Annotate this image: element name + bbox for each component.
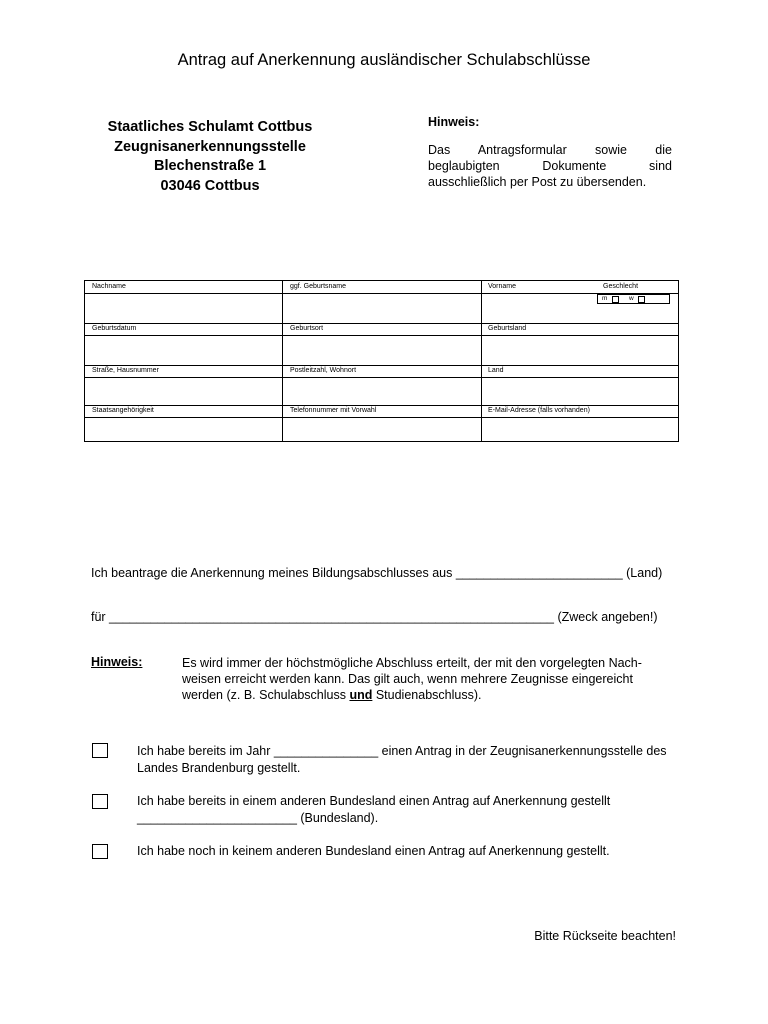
label-telefon: Telefonnummer mit Vorwahl xyxy=(290,407,377,414)
authority-address xyxy=(80,118,340,196)
sex-m-checkbox[interactable] xyxy=(612,296,619,303)
hinweis-text-line-1: Es wird immer der höchstmögliche Abschluss erteilt, der mit den vorgelegten Nach- xyxy=(182,656,642,670)
option-2-text xyxy=(137,793,682,827)
hinweis-emphasis: und xyxy=(349,688,373,702)
footer-note: Bitte Rückseite beachten! xyxy=(534,929,676,943)
label-nachname: Nachname xyxy=(92,283,126,290)
hinweis-label: Hinweis: xyxy=(91,655,143,669)
table-divider xyxy=(85,405,678,406)
label-plz: Postleitzahl, Wohnort xyxy=(290,367,357,374)
label-strasse: Straße, Hausnummer xyxy=(92,367,159,374)
staatsangehoerigkeit-field[interactable] xyxy=(86,418,281,441)
hinweis-text-part: werden (z. B. Schulabschluss xyxy=(182,688,350,702)
request-country-line[interactable]: Ich beantrage die Anerkennung meines Bildungsabschlusses aus ________________________ (Land) xyxy=(91,566,663,580)
option-1-checkbox[interactable] xyxy=(92,743,108,758)
telefon-field[interactable] xyxy=(283,418,480,441)
plz-field[interactable] xyxy=(283,378,480,404)
hinweis-text xyxy=(182,655,662,703)
address-line-4: 03046 Cottbus xyxy=(160,177,260,194)
vorname-field[interactable] xyxy=(482,294,592,322)
personal-data-table xyxy=(84,280,679,442)
option-3-text: Ich habe noch in keinem anderen Bundesland einen Antrag auf Anerkennung gestellt. xyxy=(137,844,610,858)
label-geschlecht: Geschlecht xyxy=(603,283,639,290)
hint-top-label: Hinweis: xyxy=(428,115,480,129)
geschlecht-box xyxy=(597,294,670,304)
geburtsland-field[interactable] xyxy=(482,336,677,364)
address-line-3: Blechenstraße 1 xyxy=(153,158,267,174)
table-divider xyxy=(85,365,678,366)
option-2-checkbox[interactable] xyxy=(92,794,108,809)
label-geburtsort: Geburtsort xyxy=(290,325,324,332)
sex-m-label: m xyxy=(602,295,608,302)
geburtsname-field[interactable] xyxy=(283,294,480,322)
option-3-checkbox[interactable] xyxy=(92,844,108,859)
label-vorname: Vorname xyxy=(488,283,517,290)
purpose-line[interactable]: für ________________________________________________________________ (Zweck angeben!) xyxy=(91,610,658,624)
label-geburtsname: ggf. Geburtsname xyxy=(290,283,347,290)
option-2-line-1: Ich habe bereits in einem anderen Bundesland einen Antrag auf Anerkennung gestellt xyxy=(137,794,611,808)
nachname-field[interactable] xyxy=(86,294,281,322)
label-staatsangehoerigkeit: Staatsangehörigkeit xyxy=(92,407,154,414)
land-field[interactable] xyxy=(482,378,677,404)
address-line-1: Staatliches Schulamt Cottbus xyxy=(107,119,313,135)
option-1-text xyxy=(137,743,682,777)
option-1-line-2: Landes Brandenburg gestellt. xyxy=(137,761,301,775)
address-line-2: Zeugnisanerkennungsstelle xyxy=(114,138,306,155)
label-geburtsland: Geburtsland xyxy=(488,325,527,332)
geburtsdatum-field[interactable] xyxy=(86,336,281,364)
strasse-field[interactable] xyxy=(86,378,281,404)
sex-w-checkbox[interactable] xyxy=(638,296,645,303)
sex-w-label: w xyxy=(629,295,634,302)
geburtsort-field[interactable] xyxy=(283,336,480,364)
option-1-line-1: Ich habe bereits im Jahr _______________ einen Antrag in der Zeugnisanerkennungsstelle des xyxy=(137,744,667,758)
hinweis-text-part: Studienabschluss). xyxy=(372,688,482,702)
hinweis-text-line-3 xyxy=(182,687,662,703)
option-2-line-2: _______________________ (Bundesland). xyxy=(137,811,379,825)
email-field[interactable] xyxy=(482,418,677,441)
table-divider xyxy=(85,323,678,324)
label-land: Land xyxy=(488,367,504,374)
label-email: E-Mail-Adresse (falls vorhanden) xyxy=(488,407,590,414)
page-title: Antrag auf Anerkennung ausländischer Schulabschlüsse xyxy=(177,51,591,69)
hinweis-text-line-2: weisen erreicht werden kann. Das gilt auch, wenn mehrere Zeugnisse eingereicht xyxy=(182,672,633,686)
label-geburtsdatum: Geburtsdatum xyxy=(92,325,137,332)
hint-top-text: Das Antragsformular sowie die beglaubigten Dokumente sind ausschließlich per Post zu übersenden. xyxy=(428,143,672,189)
